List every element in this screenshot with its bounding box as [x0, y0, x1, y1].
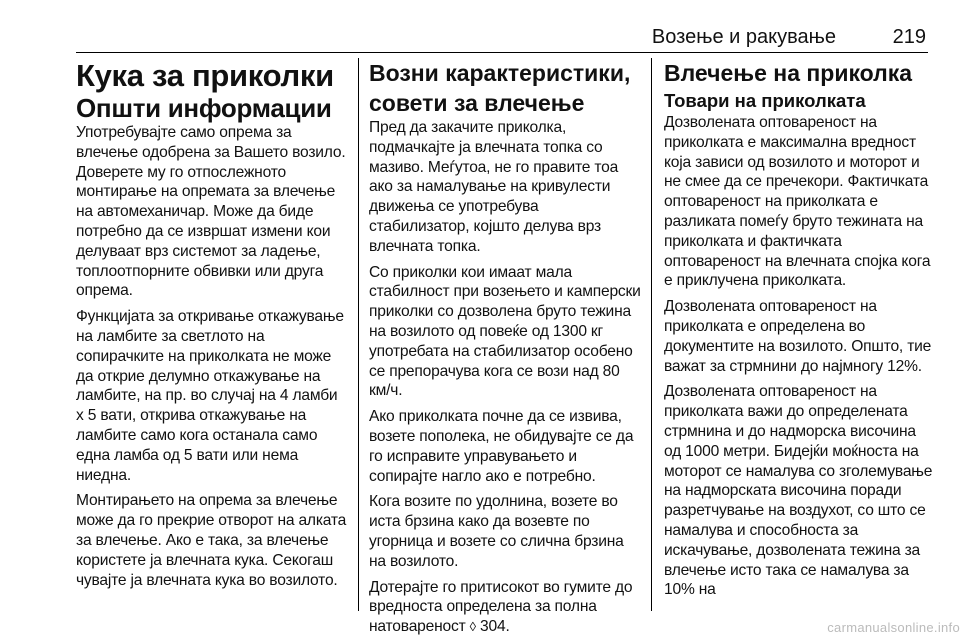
column-divider-1: [358, 58, 359, 611]
col1-title: Кука за приколки: [76, 58, 334, 93]
col3-paragraph-1: Дозволената оптовареност на приколката е максимална вредност која зависи од возилото и моторот и не смее да се пречекори. Фактичката оптовареност на приколката е разликата помеѓу бруто тежината на приколката и фактичката оптовареност на влечната спојка кога е приклучена приколката.: [664, 114, 931, 290]
col3-subtitle: Товари на приколката: [664, 90, 866, 111]
column-3: [664, 58, 934, 614]
page-reference-link[interactable]: 304.: [480, 618, 510, 636]
column-2: [369, 58, 641, 636]
column-1: [76, 58, 348, 614]
col1-paragraph-1: Употребувајте само опрема за влечење одобрена за Вашето возило. Доверете му го отпослежното монтирање на опремата за влечење на автомеханичар. Може да биде потребно да се извршат измени кои делуваат врз системот за ладење, топлоотпорните обвивки или друга опрема.: [76, 124, 346, 300]
col1-paragraph-3: Монтирањето на опрема за влечење може да го прекрие отворот на алката за влечење. Ако е така, за влечење користете ја влечната кука. Секогаш чувајте ја влечната кука во возилото.: [76, 492, 347, 589]
col2-paragraph-5: [369, 578, 641, 637]
watermark: carmanualsonline.info: [827, 620, 960, 635]
col2-paragraph-2: Со приколки кои имаат мала стабилност при возењето и камперски приколки со дозволена бруто тежина на возилото од повеќе од 1300 кг употребата на стабилизатор особено се препорачува кога се вози над 80 км/ч.: [369, 263, 641, 400]
section-title: Возење и ракување: [651, 26, 836, 48]
col1-subtitle: Општи информации: [76, 93, 332, 123]
col2-paragraph-1: Пред да закачите приколка, подмачкајте ја влечната топка со мазиво. Меѓутоа, не го правите тоа ако за намалување на кривулести движења се употребува стабилизатор, којшто делува врз влечната топка.: [369, 119, 619, 255]
col1-paragraph-2: Функцијата за откривање откажување на ламбите за светлото на сопирачките на приколката не може да открие делумно откажување на ламбите, на пр. во случај на 4 ламби х 5 вати, открива откажување на ламбите само кога останала само една ламба од 5 вати или нема ниедна.: [76, 308, 344, 484]
col2-title: Возни карактеристики, совети за влечење: [369, 60, 631, 116]
col3-paragraph-3: Дозволената оптовареност на приколката важи до определената стрмнина и до надморска височина од 1000 метри. Бидејќи моќноста на моторот се намалува со зголемување на надморската височина поради разретчување на воздухот, со што се намалува и способноста за искачување, дозволената тежина за влечење исто така се намалува за 10% на: [664, 383, 933, 599]
col3-title: Влечење на приколка: [664, 60, 913, 86]
col2-paragraph-3: Ако приколката почне да се извива, возете пополека, не обидувајте се да го исправите управувањето и сопирајте нагло ако е потребно.: [369, 408, 634, 485]
col2-paragraph-4: Кога возите по удолнина, возете во иста брзина како да возевте по угорница и возете со слична брзина на возилото.: [369, 493, 624, 570]
page-number: 219: [892, 26, 926, 48]
col3-paragraph-2: Дозволената оптовареност на приколката е определена во документите на возилото. Општо, тие важат за стрмнини до најмногу 12%.: [664, 298, 932, 375]
page-reference-icon: ◊: [469, 619, 476, 635]
page-header: [76, 0, 928, 53]
column-divider-2: [651, 58, 652, 611]
col2-p5-text: Дотерајте го притисокот во гумите до вредноста определена за полна натовареност: [369, 578, 633, 636]
